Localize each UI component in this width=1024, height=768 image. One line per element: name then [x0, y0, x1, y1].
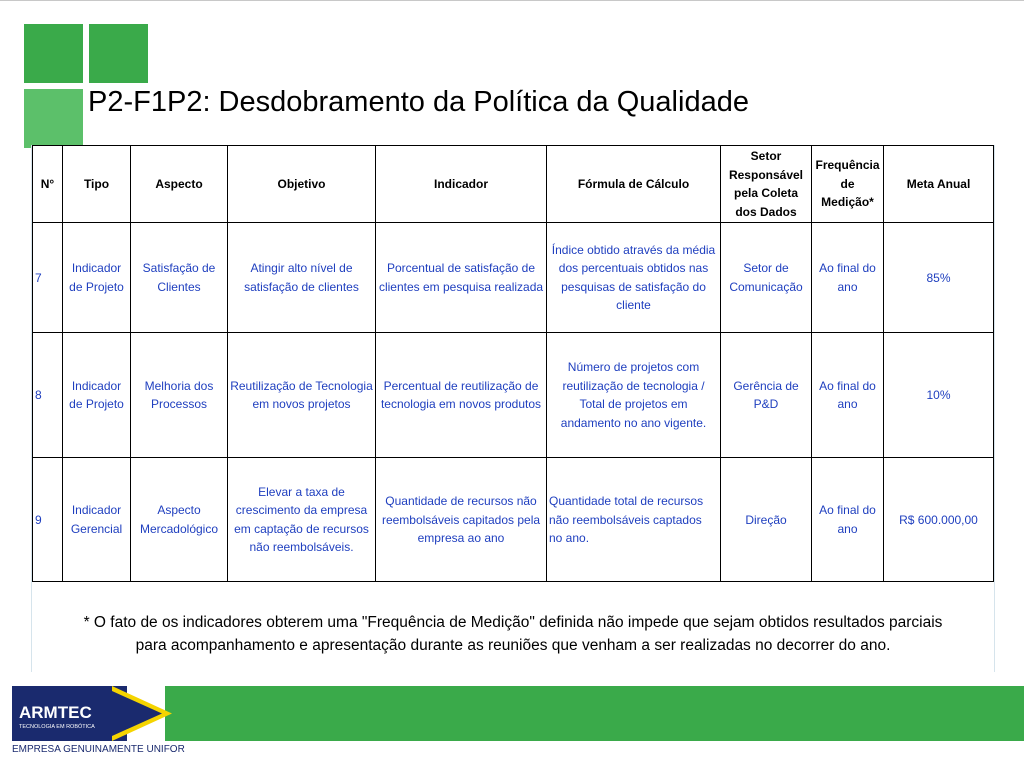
table-row [33, 458, 994, 582]
header-meta: Meta Anual [884, 146, 994, 223]
cell-num: 7 [33, 223, 63, 333]
cell-meta: 85% [884, 223, 994, 333]
cell-setor: Gerência de P&D [721, 333, 812, 458]
cell-tipo: Indicador de Projeto [63, 333, 131, 458]
slide-title: P2-F1P2: Desdobramento da Política da Qualidade [88, 86, 749, 118]
table-panel [31, 145, 995, 672]
armtec-logo [12, 686, 172, 741]
cell-indicador: Percentual de reutilização de tecnologia em novos produtos [376, 333, 547, 458]
table-header-row [33, 146, 994, 223]
cell-aspecto: Melhoria dos Processos [131, 333, 228, 458]
cell-indicador: Porcentual de satisfação de clientes em pesquisa realizada [376, 223, 547, 333]
cell-meta: 10% [884, 333, 994, 458]
cell-objetivo: Elevar a taxa de crescimento da empresa em captação de recursos não reembolsáveis. [228, 458, 376, 582]
cell-aspecto: Satisfação de Clientes [131, 223, 228, 333]
decor-square-bottom-left [24, 89, 83, 148]
quality-policy-table [32, 145, 994, 582]
cell-objetivo: Atingir alto nível de satisfação de clientes [228, 223, 376, 333]
logo-name: ARMTEC [19, 703, 92, 722]
header-frequencia: Frequência de Medição* [812, 146, 884, 223]
footnote-line-2: para acompanhamento e apresentação durante as reuniões que venham a ser realizadas no decorrer do ano. [135, 637, 891, 654]
decor-square-top-right [89, 24, 148, 83]
header-setor: Setor Responsável pela Coleta dos Dados [721, 146, 812, 223]
cell-num: 9 [33, 458, 63, 582]
header-objetivo: Objetivo [228, 146, 376, 223]
footer-green-bar [165, 686, 1024, 741]
cell-indicador: Quantidade de recursos não reembolsáveis capitados pela empresa ao ano [376, 458, 547, 582]
cell-formula: Quantidade total de recursos não reembolsáveis captados no ano. [547, 458, 721, 582]
cell-tipo: Indicador Gerencial [63, 458, 131, 582]
cell-meta: R$ 600.000,00 [884, 458, 994, 582]
header-num: N° [33, 146, 63, 223]
table-row [33, 333, 994, 458]
decor-square-top-left [24, 24, 83, 83]
cell-frequencia: Ao final do ano [812, 333, 884, 458]
cell-frequencia: Ao final do ano [812, 458, 884, 582]
logo-subtitle: TECNOLOGIA EM ROBÓTICA [19, 724, 95, 730]
cell-frequencia: Ao final do ano [812, 223, 884, 333]
header-formula: Fórmula de Cálculo [547, 146, 721, 223]
footnote-line-1: * O fato de os indicadores obterem uma "Frequência de Medição" definida não impede que sejam obtidos resultados parciais [83, 614, 943, 631]
table-row [33, 223, 994, 333]
cell-aspecto: Aspecto Mercadológico [131, 458, 228, 582]
header-aspecto: Aspecto [131, 146, 228, 223]
cell-formula: Número de projetos com reutilização de tecnologia / Total de projetos em andamento no ano vigente. [547, 333, 721, 458]
cell-setor: Setor de Comunicação [721, 223, 812, 333]
footnote [32, 611, 994, 657]
cell-num: 8 [33, 333, 63, 458]
cell-tipo: Indicador de Projeto [63, 223, 131, 333]
company-tagline: EMPRESA GENUINAMENTE UNIFOR [12, 744, 185, 755]
top-border-line [0, 0, 1024, 1]
cell-setor: Direção [721, 458, 812, 582]
cell-formula: Índice obtido através da média dos percentuais obtidos nas pesquisas de satisfação do cliente [547, 223, 721, 333]
header-indicador: Indicador [376, 146, 547, 223]
header-tipo: Tipo [63, 146, 131, 223]
cell-objetivo: Reutilização de Tecnologia em novos projetos [228, 333, 376, 458]
